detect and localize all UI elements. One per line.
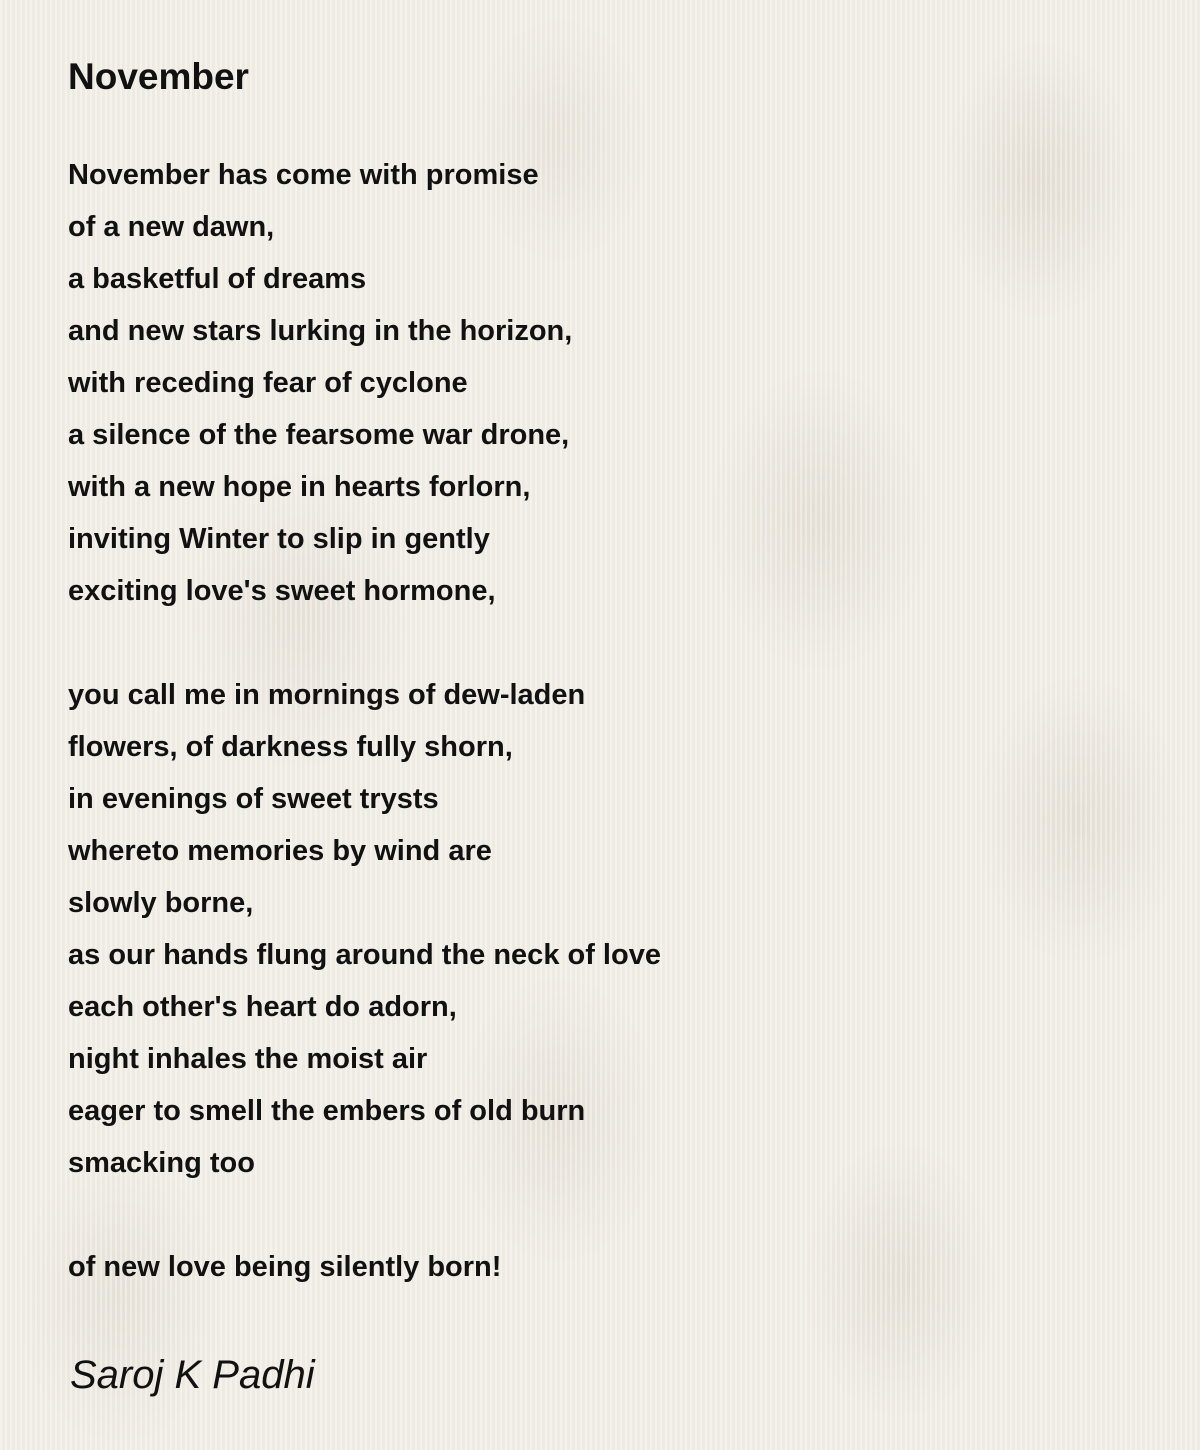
poem-line: night inhales the moist air <box>68 1043 428 1075</box>
poem-line: smacking too <box>68 1147 255 1179</box>
poem-title: November <box>68 56 249 97</box>
poem-line: November has come with promise <box>68 159 539 191</box>
poem-line: inviting Winter to slip in gently <box>68 523 490 555</box>
poem-line: a silence of the fearsome war drone, <box>68 419 570 451</box>
poem-line: with receding fear of cyclone <box>68 367 468 399</box>
poem-line: eager to smell the embers of old burn <box>68 1095 586 1127</box>
poem-line: each other's heart do adorn, <box>68 991 457 1023</box>
poem-line: slowly borne, <box>68 887 254 919</box>
poem-line: exciting love's sweet hormone, <box>68 575 496 607</box>
poem-line: in evenings of sweet trysts <box>68 783 439 815</box>
poem-line: flowers, of darkness fully shorn, <box>68 731 513 763</box>
poem-body <box>68 149 1128 1293</box>
poem-line: you call me in mornings of dew-laden <box>68 679 586 711</box>
poem-author: Saroj K Padhi <box>70 1353 315 1397</box>
poem-line: with a new hope in hearts forlorn, <box>68 471 531 503</box>
poem-line: a basketful of dreams <box>68 263 367 295</box>
stanza-2 <box>68 669 1128 1189</box>
poem-line: of a new dawn, <box>68 211 275 243</box>
poem-line: whereto memories by wind are <box>68 835 492 867</box>
poem-line: and new stars lurking in the horizon, <box>68 315 573 347</box>
stanza-3 <box>68 1241 1128 1293</box>
stanza-1 <box>68 149 1128 617</box>
poem-line: of new love being silently born! <box>68 1251 502 1283</box>
poem-line: as our hands flung around the neck of love <box>68 939 661 971</box>
